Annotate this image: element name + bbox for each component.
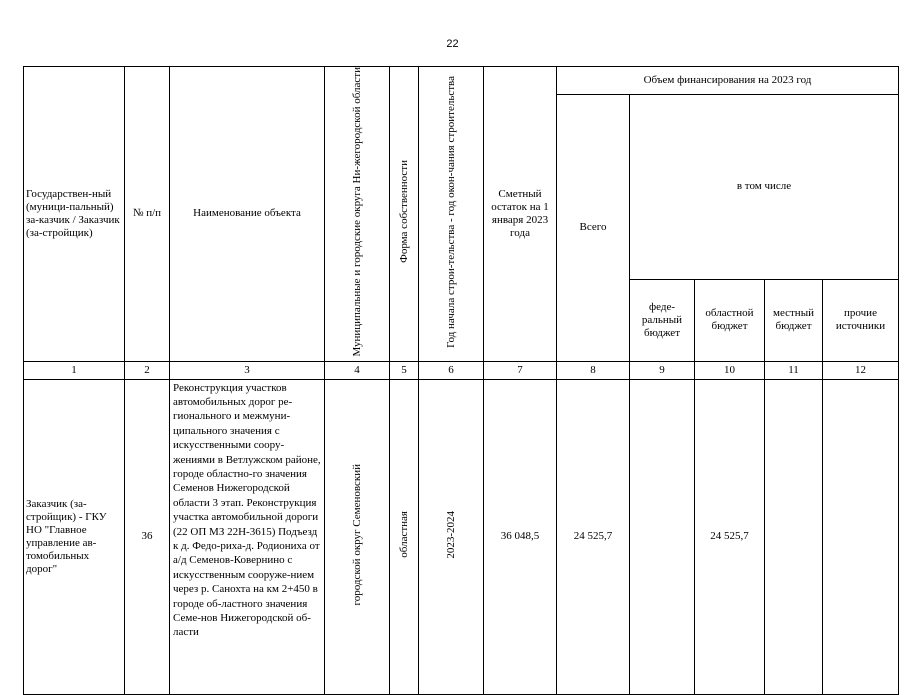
header-municipality-cell — [325, 67, 390, 362]
header-regional: областной бюджет — [695, 279, 765, 361]
row-ownership: областная — [398, 511, 410, 558]
column-number: 12 — [823, 361, 899, 379]
header-years-cell — [419, 67, 484, 362]
row-total: 24 525,7 — [557, 379, 630, 694]
header-local: местный бюджет — [765, 279, 823, 361]
header-num: № п/п — [125, 67, 170, 362]
header-municipality: Муниципальные и городские округа Ни-жегородской области — [351, 67, 363, 357]
row-municipality-cell — [325, 379, 390, 694]
row-num: 36 — [125, 379, 170, 694]
header-other: прочие источники — [823, 279, 899, 361]
column-number: 1 — [24, 361, 125, 379]
column-number: 5 — [390, 361, 419, 379]
column-number: 9 — [630, 361, 695, 379]
table-row — [24, 379, 899, 694]
row-ownership-cell — [390, 379, 419, 694]
row-years: 2023-2024 — [445, 510, 457, 559]
column-number: 3 — [170, 361, 325, 379]
column-number: 6 — [419, 361, 484, 379]
column-number: 10 — [695, 361, 765, 379]
row-municipality: городской округ Семеновский — [351, 463, 363, 606]
row-object-name: Реконструкция участков автомобильных дорог ре-гионального и межмуни-ципального значения с искусственными соору-жениями в Ветлужском районе, городе областно-го значения Семенов Нижегородской области 3 этап. Реконструкция участка автомобильной дороги (22 ОП МЗ 22Н-3615) Подъезд к д. Федо-риха-д. Родиониха от а/д Семенов-Ковернино с искусственным сооруже-нием через р. Санохта на км 2+450 в городе об-ластного значения Семе-нов Нижегородской об-ласти — [170, 379, 325, 694]
column-number: 4 — [325, 361, 390, 379]
header-ownership: Форма собственности — [398, 160, 410, 264]
header-ownership-cell — [390, 67, 419, 362]
column-number: 7 — [484, 361, 557, 379]
row-other — [823, 379, 899, 694]
header-financing: Объем финансирования на 2023 год — [557, 67, 899, 95]
page-number: 22 — [446, 38, 459, 50]
column-number: 11 — [765, 361, 823, 379]
header-object-name: Наименование объекта — [170, 67, 325, 362]
row-estimate: 36 048,5 — [484, 379, 557, 694]
header-total: Всего — [557, 95, 630, 362]
financing-table — [23, 66, 899, 695]
column-number: 2 — [125, 361, 170, 379]
row-customer: Заказчик (за-стройщик) - ГКУ НО "Главное управление ав-томобильных дорог" — [24, 379, 125, 694]
header-customer: Государствен-ный (муници-пальный) за-казчик / Заказчик (за-стройщик) — [24, 67, 125, 362]
header-including: в том числе — [630, 95, 899, 280]
row-local — [765, 379, 823, 694]
row-regional: 24 525,7 — [695, 379, 765, 694]
header-estimate: Сметный остаток на 1 января 2023 года — [484, 67, 557, 362]
header-federal: феде-ральный бюджет — [630, 279, 695, 361]
row-federal — [630, 379, 695, 694]
row-years-cell — [419, 379, 484, 694]
column-number: 8 — [557, 361, 630, 379]
header-years: Год начала строи-тельства - год окон-чания строительства — [445, 75, 457, 348]
